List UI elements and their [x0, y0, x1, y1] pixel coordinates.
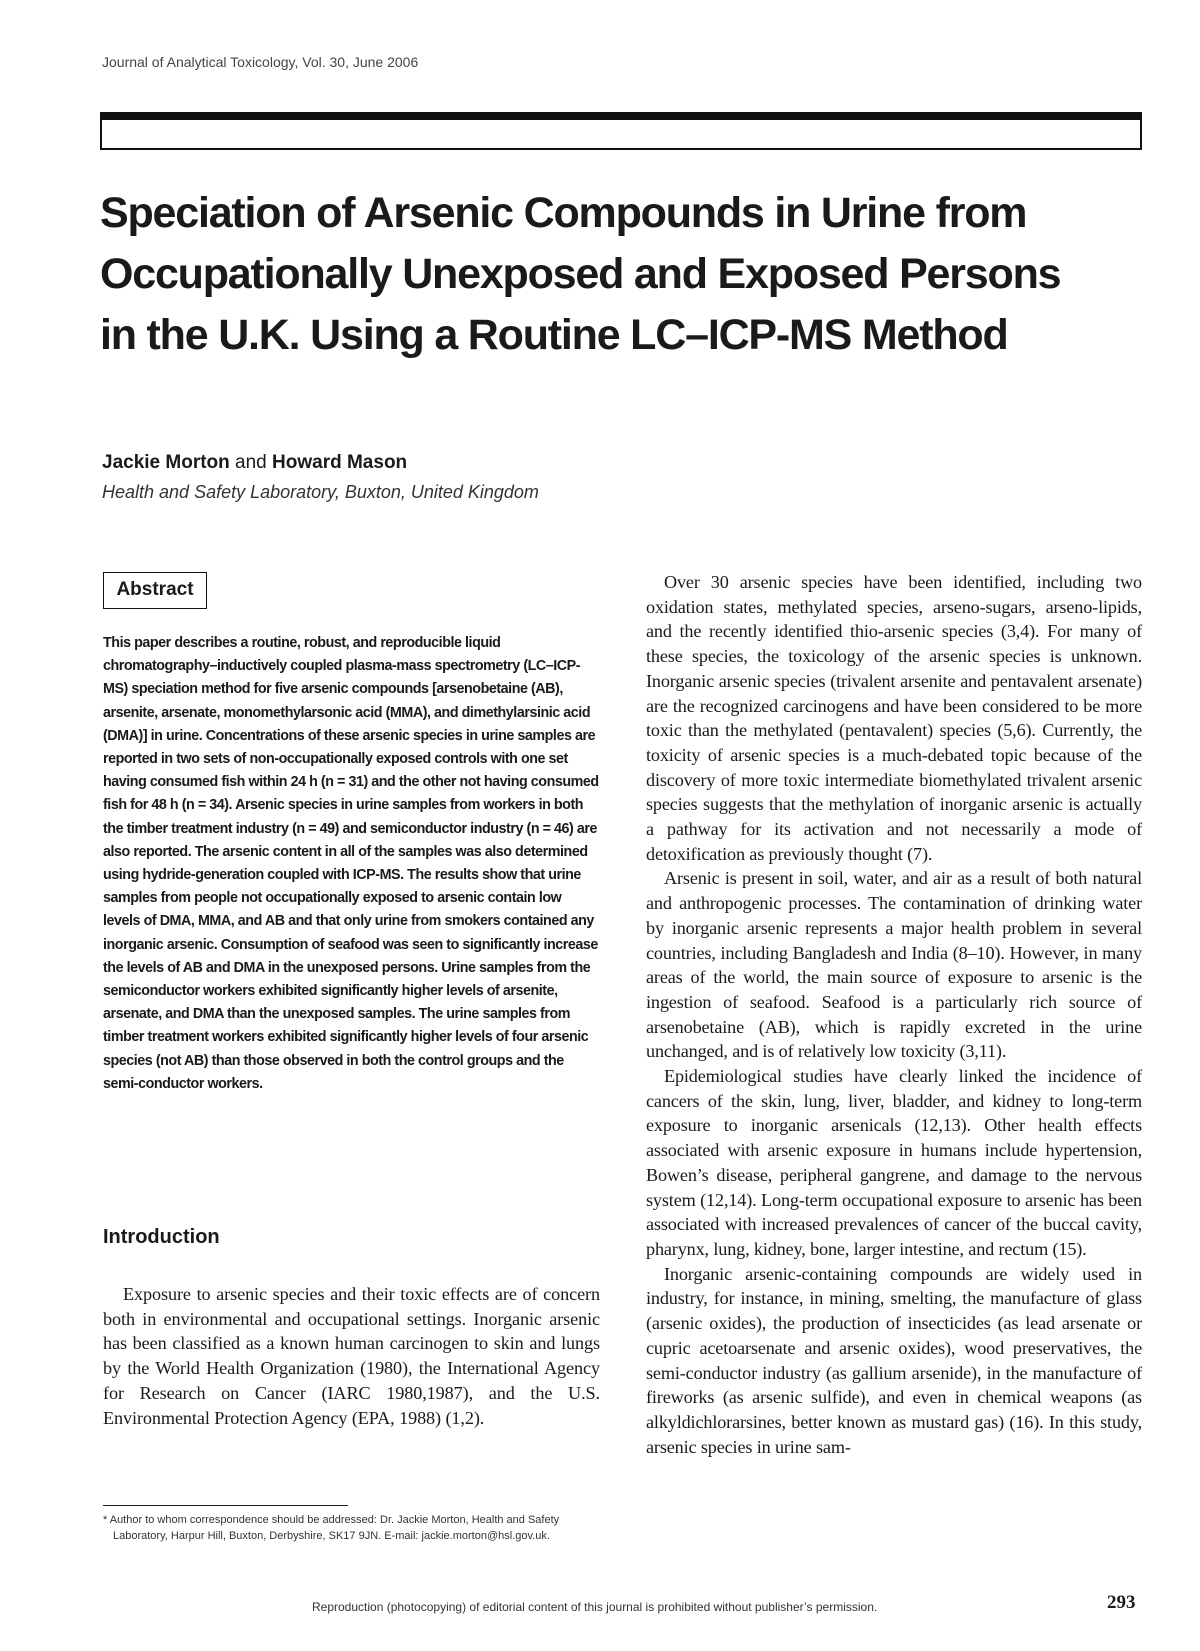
author-affiliation: Health and Safety Laboratory, Buxton, United Kingdom [102, 482, 539, 502]
correspondence-footnote: * Author to whom correspondence should be addressed: Dr. Jackie Morton, Health and Safety Laboratory, Harpur Hill, Buxton, Derbyshire, SK17 9JN. E-mail: jackie.morton@hsl.gov.uk. [103, 1514, 560, 1542]
author-line [102, 452, 407, 474]
author-conjunction: and [229, 452, 273, 473]
abstract-body: This paper describes a routine, robust, and reproducible liquid chromatography–inductively coupled plasma-mass spectrometry (LC–ICP-MS) speciation method for five arsenic compounds [arsenobetaine (AB), arsenite, arsenate, monomethylarsonic acid (MMA), and dimethylarsinic acid (DMA)] in urine. Concentrations of these arsenic species in urine samples are reported in two sets of non-occupationally exposed controls with one set having consumed fish within 24 h (n = 31) and the other not having consumed fish for 48 h (n = 34). Arsenic species in urine samples from workers in both the timber treatment industry (n = 49) and semiconductor industry (n = 46) are also reported. The arsenic content in all of the samples was also determined using hydride-generation coupled with ICP-MS. The results show that urine samples from people not occupationally exposed to arsenic contain low levels of DMA, MMA, and AB and that only urine from smokers contained any inorganic arsenic. Consumption of seafood was seen to significantly increase the levels of AB and DMA in the unexposed persons. Urine samples from the semiconductor workers exhibited significantly higher levels of arsenite, arsenate, and DMA than the unexposed samples. The urine samples from timber treatment workers exhibited significantly higher levels of four arsenic species (not AB) than those observed in both the control groups and the semi-conductor workers. [103, 635, 599, 1092]
right-column [646, 570, 1142, 1459]
page-number: 293 [1107, 1592, 1136, 1613]
running-head: Journal of Analytical Toxicology, Vol. 30, June 2006 [102, 54, 419, 70]
body-paragraph: Inorganic arsenic-containing compounds are widely used in industry, for instance, in mining, smelting, the manufacture of glass (arsenic oxides), the production of insecticides (as lead arsenate or cupric acetoarsenate and arsenic oxides), wood preservatives, the semi-conductor industry (as gallium arsenide), in the manufacture of fireworks (as arsenic sulfide), and even in chemical weapons (as alkyldichlorarsines, better known as mustard gas) (16). In this study, arsenic species in urine sam- [646, 1263, 1142, 1457]
author-name: Howard Mason [272, 452, 408, 473]
introduction-heading: Introduction [103, 1226, 220, 1248]
body-paragraph: Arsenic is present in soil, water, and air as a result of both natural and anthropogenic processes. The contamination of drinking water by inorganic arsenic represents a major health problem in several countries, including Bangladesh and India (8–10). However, in many areas of the world, the main source of exposure to arsenic is the ingestion of seafood. Seafood is a particularly rich source of arsenobetaine (AB), which is rapidly excreted in the urine unchanged, and is of relatively low toxicity (3,11). [646, 868, 1142, 1062]
article-title: Speciation of Arsenic Compounds in Urine from Occupationally Unexposed and Exposed Persons in the U.K. Using a Routine LC–ICP-MS Method [100, 189, 1061, 359]
introduction-paragraph: Exposure to arsenic species and their toxic effects are of concern both in environmental and occupational settings. Inorganic arsenic has been classified as a known human carcinogen to skin and lungs by the World Health Organization (1980), the International Agency for Research on Cancer (IARC 1980,1987), and the U.S. Environmental Protection Agency (EPA, 1988) (1,2). [103, 1284, 600, 1428]
footnote-divider [103, 1505, 348, 1506]
author-name: Jackie Morton [102, 452, 230, 473]
abstract-heading: Abstract [103, 572, 207, 609]
copyright-notice: Reproduction (photocopying) of editorial content of this journal is prohibited without publisher’s permission. [312, 1600, 878, 1614]
title-banner-box [100, 112, 1142, 150]
body-paragraph: Epidemiological studies have clearly linked the incidence of cancers of the skin, lung, liver, bladder, and kidney to long-term exposure to inorganic arsenicals (12,13). Other health effects associated with arsenic exposure in humans include hypertension, Bowen’s disease, peripheral gangrene, and damage to the nervous system (12,14). Long-term occupational exposure to arsenic has been associated with increased prevalences of cancer of the buccal cavity, pharynx, lung, kidney, bone, larger intestine, and rectum (15). [646, 1066, 1142, 1259]
body-paragraph: Over 30 arsenic species have been identified, including two oxidation states, methylated species, arseno-sugars, arseno-lipids, and the recently identified thio-arsenic species (3,4). For many of these species, the toxicology of the arsenic species is unknown. Inorganic arsenic species (trivalent arsenite and pentavalent arsenate) are the recognized carcinogens and have been considered to be more toxic than the methylated (pentavalent) species (5,6). Currently, the toxicity of arsenic species is a much-debated topic because of the discovery of more toxic intermediate biomethylated trivalent arsenic species suggests that the methylation of inorganic arsenic is actually a pathway for its activation and not necessarily a mode of detoxification as previously thought (7). [646, 572, 1142, 864]
